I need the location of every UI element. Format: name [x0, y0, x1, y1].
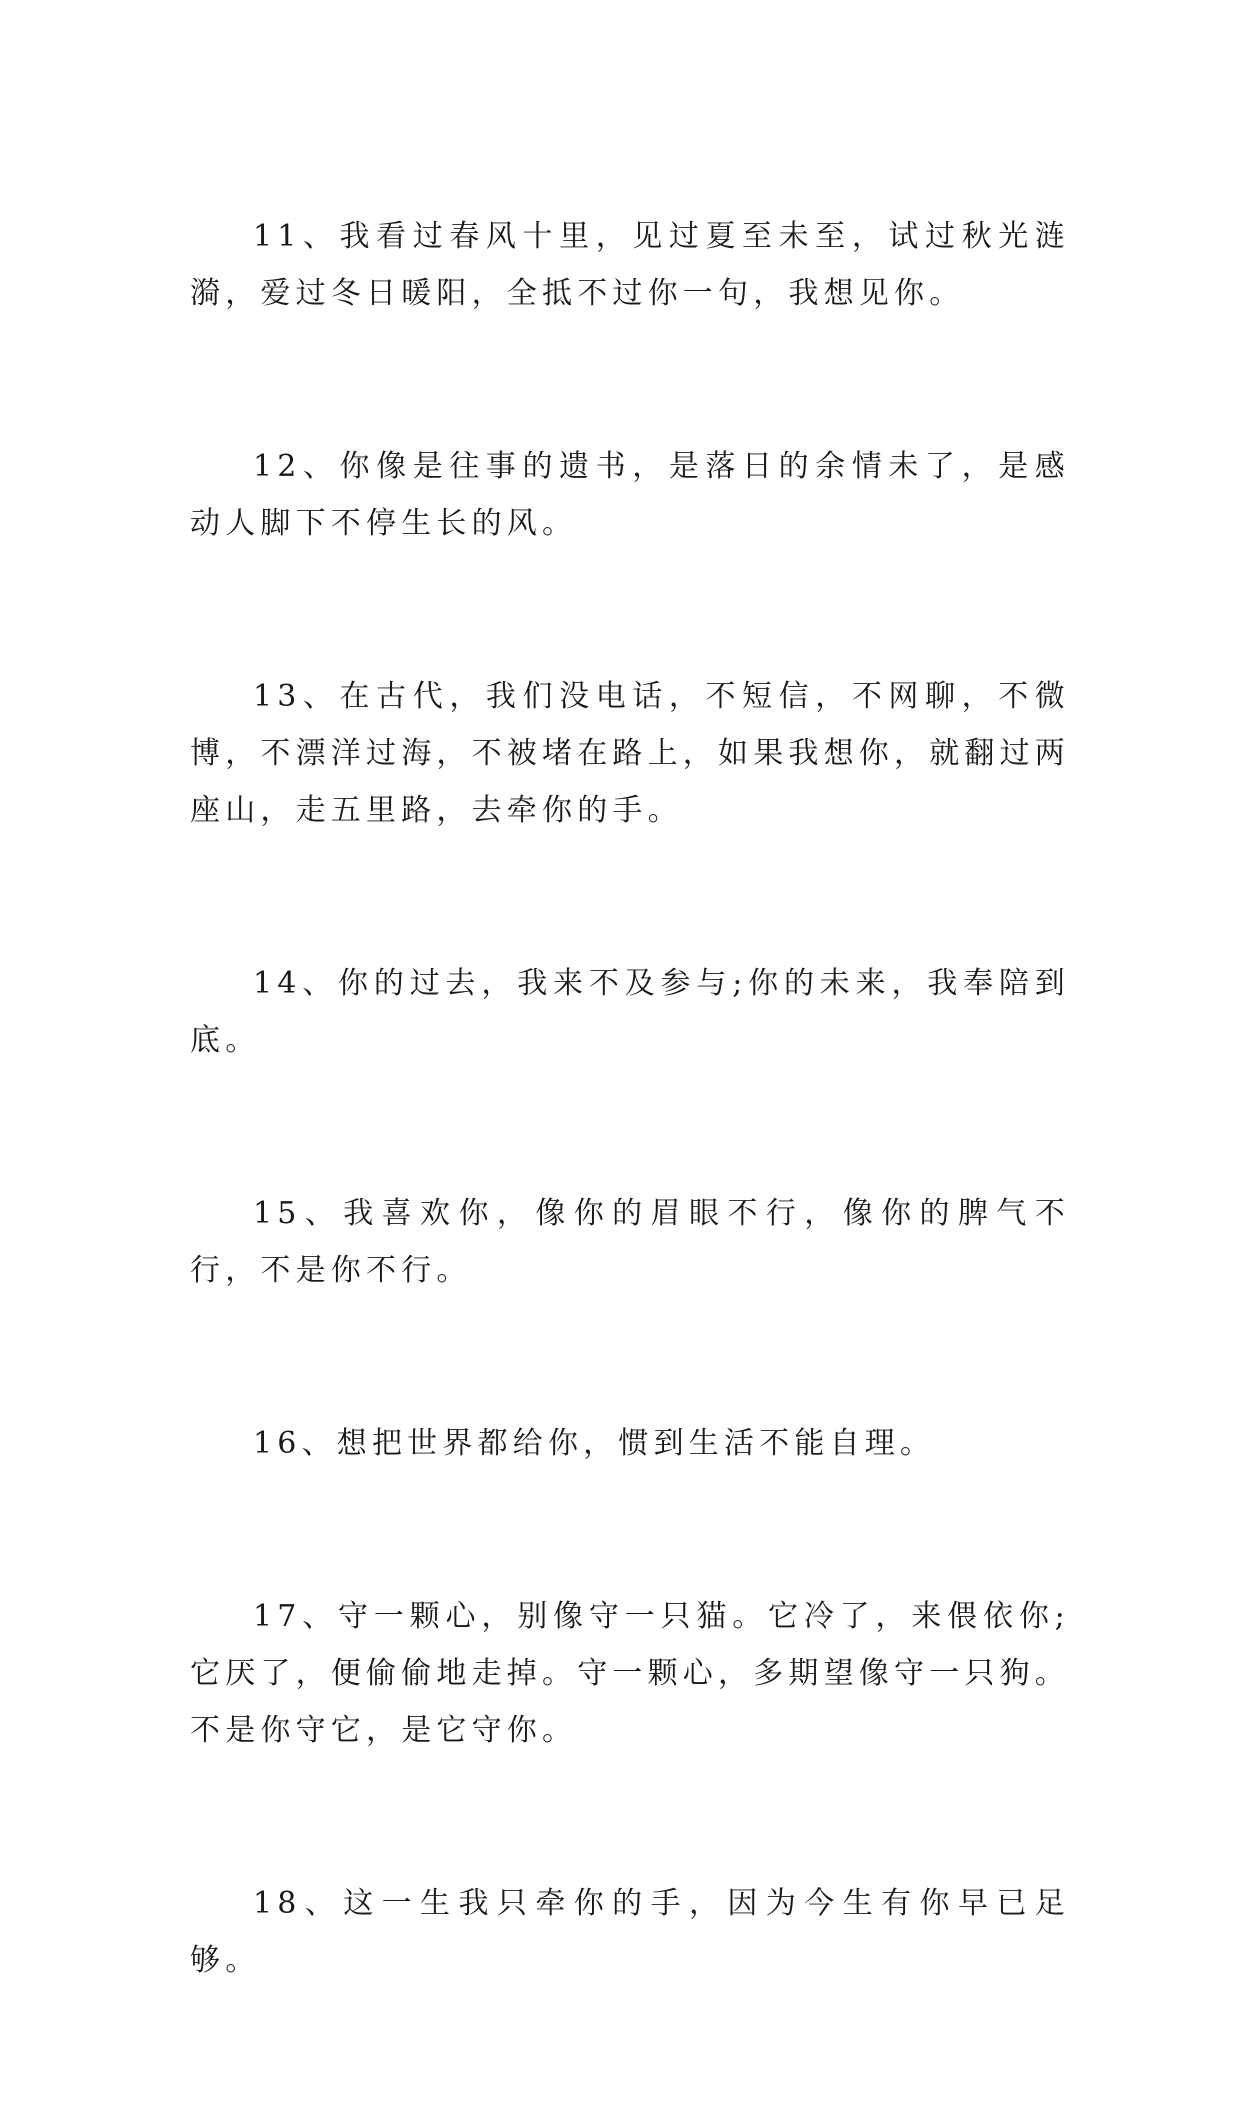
paragraph-17: 17、守一颗心，别像守一只猫。它冷了，来偎依你;它厌了，便偷偷地走掉。守一颗心，多期望像守一只狗。不是你守它，是它守你。 [190, 1599, 1070, 1748]
paragraph-11: 11、我看过春风十里，见过夏至未至，试过秋光涟漪，爱过冬日暖阳，全抵不过你一句，我想见你。 [190, 219, 1070, 311]
paragraph-18: 18、这一生我只牵你的手，因为今生有你早已足够。 [190, 1886, 1070, 1978]
paragraph-12: 12、你像是往事的遗书，是落日的余情未了，是感动人脚下不停生长的风。 [190, 449, 1070, 541]
paragraph-15: 15、我喜欢你，像你的眉眼不行，像你的脾气不行，不是你不行。 [190, 1196, 1070, 1288]
paragraph-13: 13、在古代，我们没电话，不短信，不网聊，不微博，不漂洋过海，不被堵在路上，如果我想你，就翻过两座山，走五里路，去牵你的手。 [190, 679, 1070, 828]
document-body [190, 208, 1070, 2105]
paragraph-16: 16、想把世界都给你，惯到生活不能自理。 [253, 1426, 936, 1461]
paragraph-14: 14、你的过去，我来不及参与;你的未来，我奉陪到底。 [190, 966, 1070, 1058]
